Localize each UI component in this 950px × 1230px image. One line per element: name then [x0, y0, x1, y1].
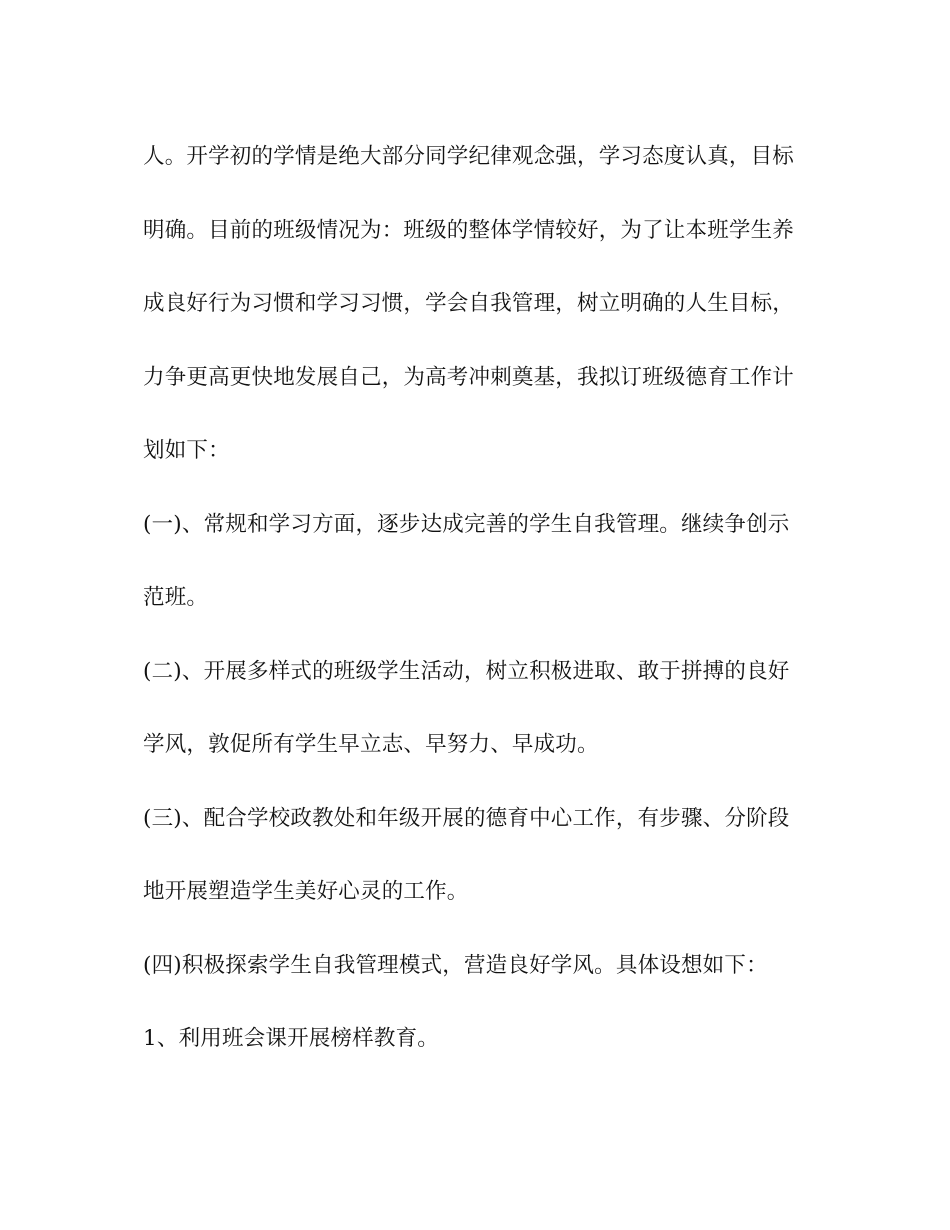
text-line: 成良好行为习惯和学习习惯，学会自我管理，树立明确的人生目标， [143, 291, 795, 316]
document-body [143, 133, 803, 1089]
text-line: (一)、常规和学习方面，逐步达成完善的学生自我管理。继续争创示 [143, 511, 790, 537]
text-line: 学风，敦促所有学生早立志、早努力、早成功。 [143, 732, 599, 757]
text-line: 划如下： [143, 438, 230, 463]
text-line: (四)积极探索学生自我管理模式，营造良好学风。具体设想如下： [143, 952, 768, 978]
text-line: 1、利用班会课开展榜样教育。 [143, 1026, 439, 1051]
text-line: 明确。目前的班级情况为：班级的整体学情较好，为了让本班学生养 [143, 217, 795, 243]
text-line: (三)、配合学校政教处和年级开展的德育中心工作，有步骤、分阶段 [143, 805, 790, 831]
text-line: 人。开学初的学情是绝大部分同学纪律观念强，学习态度认真，目标 [143, 144, 795, 169]
text-line: 力争更高更快地发展自己，为高考冲刺奠基，我拟订班级德育工作计 [143, 364, 795, 390]
text-line: (二)、开展多样式的班级学生活动，树立积极进取、敢于拼搏的良好 [143, 658, 790, 684]
text-line: 范班。 [143, 585, 209, 610]
text-line: 地开展塑造学生美好心灵的工作。 [143, 879, 469, 904]
